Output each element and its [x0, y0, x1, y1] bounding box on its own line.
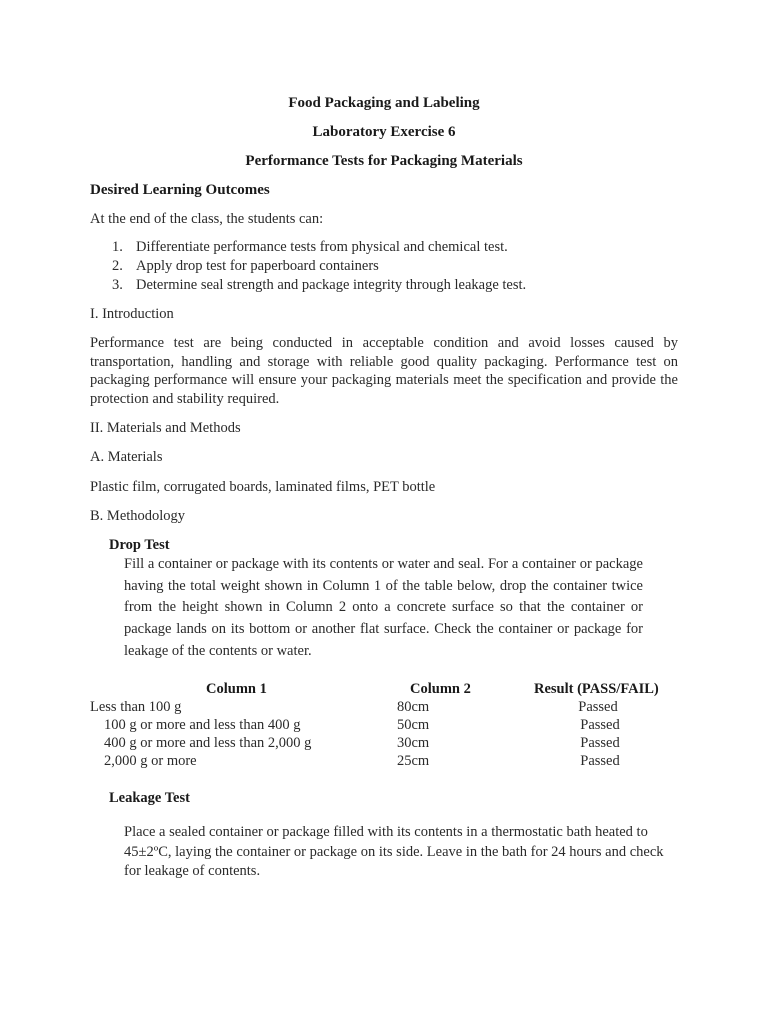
- methodology-heading: B. Methodology: [90, 508, 186, 524]
- table-cell-height: 25cm: [397, 753, 430, 769]
- list-text: Apply drop test for paperboard containers: [136, 258, 379, 274]
- table-header-column-1: Column 1: [206, 681, 267, 697]
- outcomes-list: [92, 238, 526, 295]
- table-row: [0, 734, 768, 752]
- leakage-test-body: Place a sealed container or package filled with its contents in a thermostatic bath heated to 45±2ºC, laying the container or package on its side. Leave in the bath for 24 hours and check for leakage of contents.: [124, 824, 664, 879]
- page-title: Performance Tests for Packaging Materials: [245, 153, 523, 169]
- table-cell-result: Passed: [578, 699, 618, 715]
- table-row: [0, 752, 768, 770]
- table-cell-weight: 2,000 g or more: [104, 753, 197, 769]
- table-cell-height: 30cm: [397, 735, 430, 751]
- table-cell-height: 80cm: [397, 699, 430, 715]
- materials-body: Plastic film, corrugated boards, laminated films, PET bottle: [90, 479, 436, 495]
- list-text: Differentiate performance tests from physical and chemical test.: [136, 239, 508, 255]
- table-row: [0, 716, 768, 734]
- list-item: [92, 257, 526, 276]
- leakage-test-heading: Leakage Test: [109, 790, 190, 806]
- table-cell-result: Passed: [580, 753, 620, 769]
- exercise-title: Laboratory Exercise 6: [312, 124, 456, 140]
- course-title: Food Packaging and Labeling: [288, 95, 480, 111]
- table-header-column-2: Column 2: [410, 681, 471, 697]
- list-number: 1.: [112, 239, 123, 255]
- list-text: Determine seal strength and package integrity through leakage test.: [136, 277, 527, 293]
- table-header-result: Result (PASS/FAIL): [534, 681, 659, 697]
- introduction-heading: I. Introduction: [90, 306, 174, 322]
- table-row: [0, 698, 768, 716]
- introduction-body: Performance test are being conducted in acceptable condition and avoid losses caused by transportation, handling and storage with reliable good quality packaging. Performance test on packaging performance will ensure your packaging materials meet the specification and provide the protection and stability required.: [90, 335, 678, 407]
- table-cell-weight: 100 g or more and less than 400 g: [104, 717, 301, 733]
- table-cell-result: Passed: [580, 735, 620, 751]
- table-cell-weight: Less than 100 g: [90, 699, 182, 715]
- outcomes-intro: At the end of the class, the students can:: [90, 211, 324, 227]
- drop-test-heading: Drop Test: [109, 537, 170, 553]
- materials-heading: A. Materials: [90, 449, 163, 465]
- list-item: [92, 238, 526, 257]
- list-number: 3.: [112, 277, 123, 293]
- list-item: [92, 276, 526, 295]
- methods-heading: II. Materials and Methods: [90, 420, 241, 436]
- drop-test-body: Fill a container or package with its contents or water and seal. For a container or package having the total weight shown in Column 1 of the table below, drop the container twice from the height shown in Column 2 onto a concrete surface so that the container or package lands on its bottom or another flat surface. Check the container or package for leakage of the contents or water.: [124, 556, 643, 659]
- table-cell-result: Passed: [580, 717, 620, 733]
- list-number: 2.: [112, 258, 123, 274]
- table-cell-height: 50cm: [397, 717, 430, 733]
- outcomes-heading: Desired Learning Outcomes: [90, 182, 270, 198]
- table-cell-weight: 400 g or more and less than 2,000 g: [104, 735, 312, 751]
